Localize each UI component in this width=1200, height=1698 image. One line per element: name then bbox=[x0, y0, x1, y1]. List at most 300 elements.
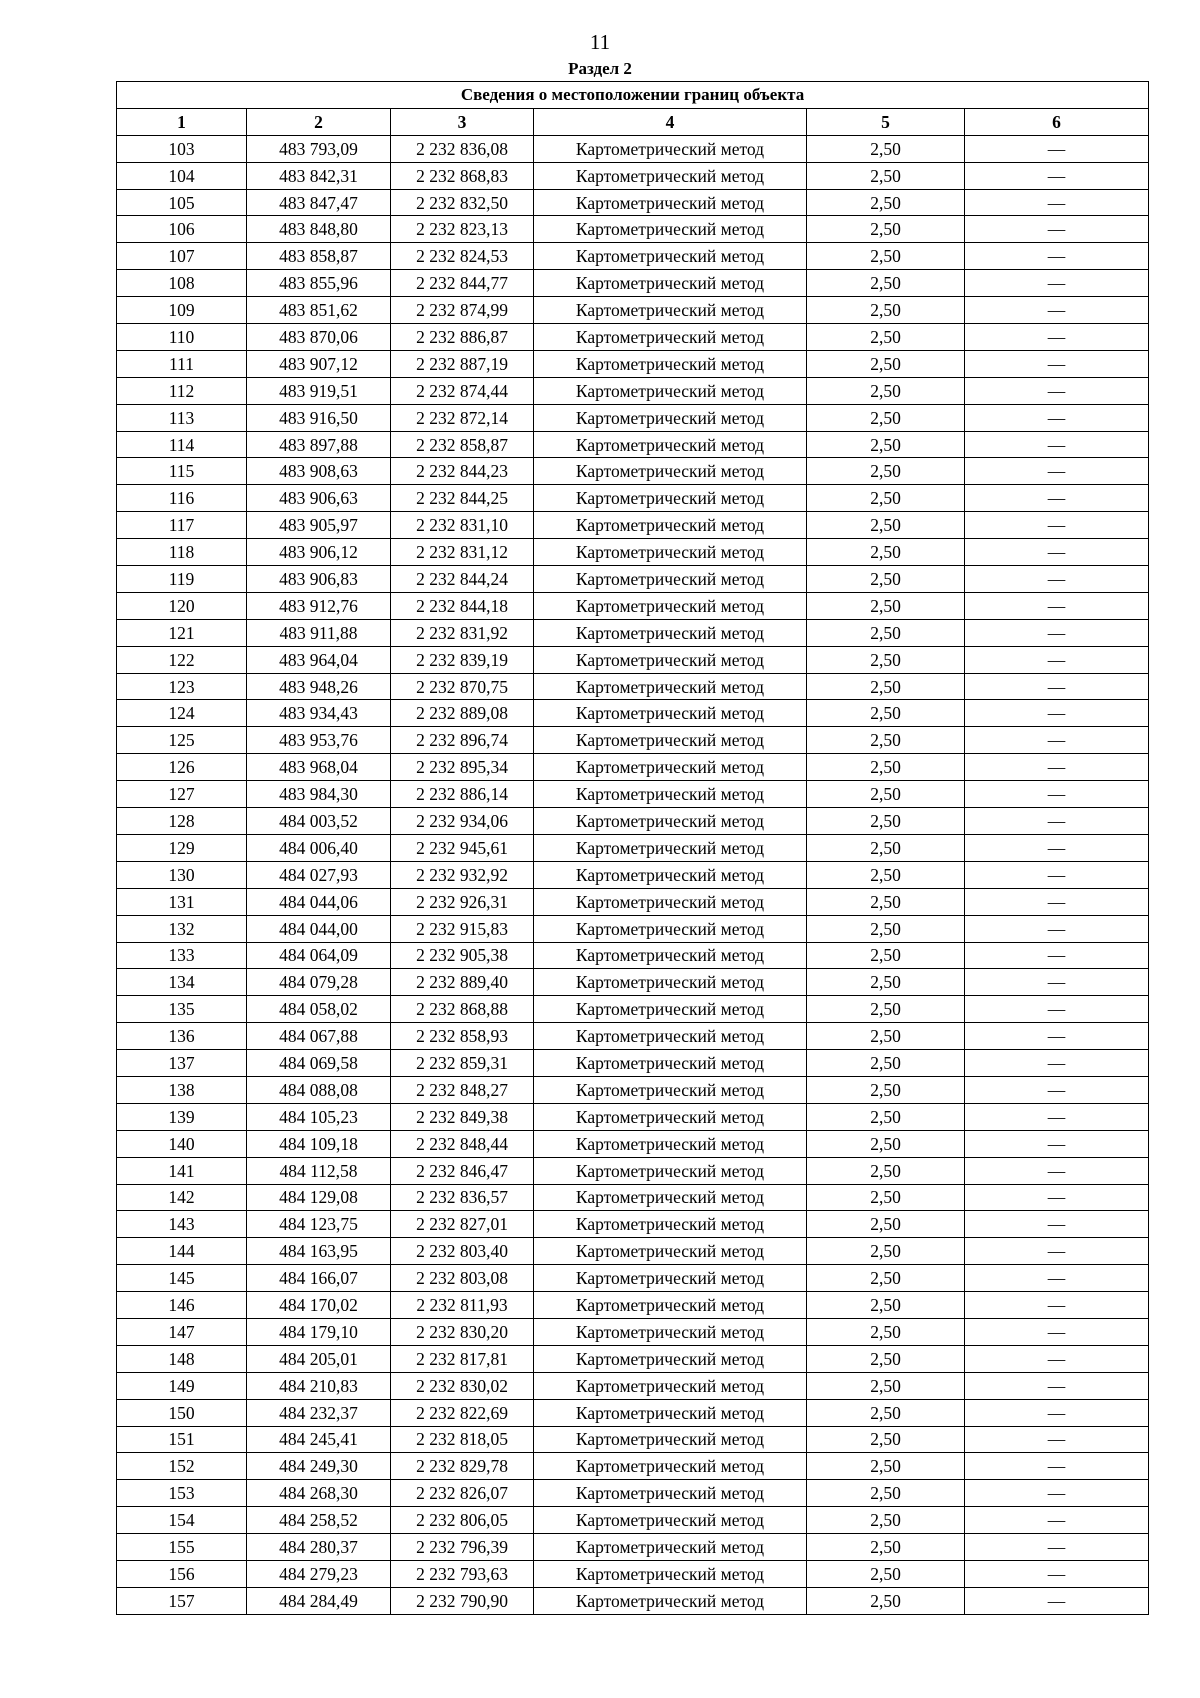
point-number-cell: 141 bbox=[117, 1157, 247, 1184]
y-coordinate-cell: 2 232 844,24 bbox=[391, 566, 534, 593]
method-cell: Картометрический метод bbox=[534, 781, 807, 808]
y-coordinate-cell: 2 232 915,83 bbox=[391, 915, 534, 942]
point-number-cell: 129 bbox=[117, 834, 247, 861]
y-coordinate-cell: 2 232 839,19 bbox=[391, 646, 534, 673]
y-coordinate-cell: 2 232 887,19 bbox=[391, 350, 534, 377]
description-cell: — bbox=[965, 1372, 1149, 1399]
y-coordinate-cell: 2 232 793,63 bbox=[391, 1560, 534, 1587]
x-coordinate-cell: 483 906,83 bbox=[247, 566, 391, 593]
accuracy-cell: 2,50 bbox=[807, 270, 965, 297]
table-row bbox=[117, 1130, 1149, 1157]
accuracy-cell: 2,50 bbox=[807, 324, 965, 351]
point-number-cell: 135 bbox=[117, 996, 247, 1023]
accuracy-cell: 2,50 bbox=[807, 162, 965, 189]
point-number-cell: 136 bbox=[117, 1023, 247, 1050]
point-number-cell: 118 bbox=[117, 539, 247, 566]
accuracy-cell: 2,50 bbox=[807, 1399, 965, 1426]
accuracy-cell: 2,50 bbox=[807, 1372, 965, 1399]
x-coordinate-cell: 484 112,58 bbox=[247, 1157, 391, 1184]
table-row bbox=[117, 1399, 1149, 1426]
table-row bbox=[117, 1534, 1149, 1561]
y-coordinate-cell: 2 232 796,39 bbox=[391, 1534, 534, 1561]
description-cell: — bbox=[965, 915, 1149, 942]
y-coordinate-cell: 2 232 830,20 bbox=[391, 1318, 534, 1345]
x-coordinate-cell: 483 906,63 bbox=[247, 485, 391, 512]
method-cell: Картометрический метод bbox=[534, 458, 807, 485]
accuracy-cell: 2,50 bbox=[807, 404, 965, 431]
x-coordinate-cell: 484 179,10 bbox=[247, 1318, 391, 1345]
description-cell: — bbox=[965, 485, 1149, 512]
accuracy-cell: 2,50 bbox=[807, 1076, 965, 1103]
accuracy-cell: 2,50 bbox=[807, 996, 965, 1023]
section-title: Раздел 2 bbox=[568, 59, 632, 78]
description-cell: — bbox=[965, 781, 1149, 808]
y-coordinate-cell: 2 232 926,31 bbox=[391, 888, 534, 915]
table-row bbox=[117, 673, 1149, 700]
x-coordinate-cell: 483 842,31 bbox=[247, 162, 391, 189]
description-cell: — bbox=[965, 1480, 1149, 1507]
y-coordinate-cell: 2 232 827,01 bbox=[391, 1211, 534, 1238]
table-row bbox=[117, 189, 1149, 216]
y-coordinate-cell: 2 232 818,05 bbox=[391, 1426, 534, 1453]
method-cell: Картометрический метод bbox=[534, 1399, 807, 1426]
y-coordinate-cell: 2 232 889,40 bbox=[391, 969, 534, 996]
description-cell: — bbox=[965, 216, 1149, 243]
description-cell: — bbox=[965, 1157, 1149, 1184]
description-cell: — bbox=[965, 1130, 1149, 1157]
accuracy-cell: 2,50 bbox=[807, 808, 965, 835]
table-row bbox=[117, 808, 1149, 835]
y-coordinate-cell: 2 232 822,69 bbox=[391, 1399, 534, 1426]
table-row bbox=[117, 1103, 1149, 1130]
y-coordinate-cell: 2 232 830,02 bbox=[391, 1372, 534, 1399]
accuracy-cell: 2,50 bbox=[807, 135, 965, 162]
table-row bbox=[117, 1480, 1149, 1507]
y-coordinate-cell: 2 232 874,44 bbox=[391, 377, 534, 404]
description-cell: — bbox=[965, 1345, 1149, 1372]
accuracy-cell: 2,50 bbox=[807, 485, 965, 512]
method-cell: Картометрический метод bbox=[534, 135, 807, 162]
point-number-cell: 123 bbox=[117, 673, 247, 700]
description-cell: — bbox=[965, 808, 1149, 835]
y-coordinate-cell: 2 232 832,50 bbox=[391, 189, 534, 216]
table-row bbox=[117, 270, 1149, 297]
point-number-cell: 115 bbox=[117, 458, 247, 485]
x-coordinate-cell: 484 170,02 bbox=[247, 1292, 391, 1319]
method-cell: Картометрический метод bbox=[534, 566, 807, 593]
point-number-cell: 142 bbox=[117, 1184, 247, 1211]
table-row bbox=[117, 1184, 1149, 1211]
y-coordinate-cell: 2 232 858,93 bbox=[391, 1023, 534, 1050]
x-coordinate-cell: 483 984,30 bbox=[247, 781, 391, 808]
point-number-cell: 146 bbox=[117, 1292, 247, 1319]
y-coordinate-cell: 2 232 896,74 bbox=[391, 727, 534, 754]
accuracy-cell: 2,50 bbox=[807, 1238, 965, 1265]
table-row bbox=[117, 1023, 1149, 1050]
table-row bbox=[117, 162, 1149, 189]
description-cell: — bbox=[965, 1587, 1149, 1614]
x-coordinate-cell: 484 258,52 bbox=[247, 1507, 391, 1534]
y-coordinate-cell: 2 232 848,27 bbox=[391, 1076, 534, 1103]
x-coordinate-cell: 483 855,96 bbox=[247, 270, 391, 297]
table-row bbox=[117, 1372, 1149, 1399]
method-cell: Картометрический метод bbox=[534, 942, 807, 969]
point-number-cell: 108 bbox=[117, 270, 247, 297]
method-cell: Картометрический метод bbox=[534, 888, 807, 915]
table-row bbox=[117, 324, 1149, 351]
point-number-cell: 131 bbox=[117, 888, 247, 915]
x-coordinate-cell: 483 851,62 bbox=[247, 297, 391, 324]
description-cell: — bbox=[965, 135, 1149, 162]
point-number-cell: 107 bbox=[117, 243, 247, 270]
point-number-cell: 149 bbox=[117, 1372, 247, 1399]
point-number-cell: 138 bbox=[117, 1076, 247, 1103]
y-coordinate-cell: 2 232 848,44 bbox=[391, 1130, 534, 1157]
table-row bbox=[117, 404, 1149, 431]
method-cell: Картометрический метод bbox=[534, 1587, 807, 1614]
y-coordinate-cell: 2 232 932,92 bbox=[391, 861, 534, 888]
method-cell: Картометрический метод bbox=[534, 324, 807, 351]
method-cell: Картометрический метод bbox=[534, 700, 807, 727]
table-header-row bbox=[117, 108, 1149, 135]
point-number-cell: 134 bbox=[117, 969, 247, 996]
accuracy-cell: 2,50 bbox=[807, 969, 965, 996]
point-number-cell: 156 bbox=[117, 1560, 247, 1587]
description-cell: — bbox=[965, 1050, 1149, 1077]
description-cell: — bbox=[965, 1076, 1149, 1103]
x-coordinate-cell: 484 284,49 bbox=[247, 1587, 391, 1614]
table-row bbox=[117, 1076, 1149, 1103]
column-header: 4 bbox=[534, 108, 807, 135]
point-number-cell: 120 bbox=[117, 592, 247, 619]
accuracy-cell: 2,50 bbox=[807, 1050, 965, 1077]
y-coordinate-cell: 2 232 886,87 bbox=[391, 324, 534, 351]
table-row bbox=[117, 1507, 1149, 1534]
description-cell: — bbox=[965, 1534, 1149, 1561]
method-cell: Картометрический метод bbox=[534, 1265, 807, 1292]
method-cell: Картометрический метод bbox=[534, 377, 807, 404]
accuracy-cell: 2,50 bbox=[807, 727, 965, 754]
x-coordinate-cell: 483 911,88 bbox=[247, 619, 391, 646]
table-row bbox=[117, 1157, 1149, 1184]
accuracy-cell: 2,50 bbox=[807, 1265, 965, 1292]
accuracy-cell: 2,50 bbox=[807, 566, 965, 593]
description-cell: — bbox=[965, 592, 1149, 619]
accuracy-cell: 2,50 bbox=[807, 1130, 965, 1157]
x-coordinate-cell: 484 003,52 bbox=[247, 808, 391, 835]
x-coordinate-cell: 483 848,80 bbox=[247, 216, 391, 243]
table-row bbox=[117, 350, 1149, 377]
y-coordinate-cell: 2 232 823,13 bbox=[391, 216, 534, 243]
table-caption-row bbox=[117, 82, 1149, 109]
point-number-cell: 157 bbox=[117, 1587, 247, 1614]
y-coordinate-cell: 2 232 831,92 bbox=[391, 619, 534, 646]
x-coordinate-cell: 483 908,63 bbox=[247, 458, 391, 485]
point-number-cell: 150 bbox=[117, 1399, 247, 1426]
y-coordinate-cell: 2 232 868,83 bbox=[391, 162, 534, 189]
x-coordinate-cell: 483 916,50 bbox=[247, 404, 391, 431]
y-coordinate-cell: 2 232 836,57 bbox=[391, 1184, 534, 1211]
description-cell: — bbox=[965, 162, 1149, 189]
method-cell: Картометрический метод bbox=[534, 1157, 807, 1184]
x-coordinate-cell: 483 793,09 bbox=[247, 135, 391, 162]
y-coordinate-cell: 2 232 945,61 bbox=[391, 834, 534, 861]
x-coordinate-cell: 483 948,26 bbox=[247, 673, 391, 700]
column-header: 5 bbox=[807, 108, 965, 135]
method-cell: Картометрический метод bbox=[534, 1453, 807, 1480]
table-row bbox=[117, 1238, 1149, 1265]
boundary-coordinates-table bbox=[116, 81, 1149, 1615]
description-cell: — bbox=[965, 673, 1149, 700]
description-cell: — bbox=[965, 566, 1149, 593]
point-number-cell: 140 bbox=[117, 1130, 247, 1157]
description-cell: — bbox=[965, 431, 1149, 458]
x-coordinate-cell: 483 968,04 bbox=[247, 754, 391, 781]
method-cell: Картометрический метод bbox=[534, 1238, 807, 1265]
y-coordinate-cell: 2 232 889,08 bbox=[391, 700, 534, 727]
accuracy-cell: 2,50 bbox=[807, 350, 965, 377]
accuracy-cell: 2,50 bbox=[807, 942, 965, 969]
column-header: 6 bbox=[965, 108, 1149, 135]
method-cell: Картометрический метод bbox=[534, 512, 807, 539]
method-cell: Картометрический метод bbox=[534, 1372, 807, 1399]
x-coordinate-cell: 483 870,06 bbox=[247, 324, 391, 351]
point-number-cell: 147 bbox=[117, 1318, 247, 1345]
accuracy-cell: 2,50 bbox=[807, 1345, 965, 1372]
x-coordinate-cell: 484 123,75 bbox=[247, 1211, 391, 1238]
method-cell: Картометрический метод bbox=[534, 1103, 807, 1130]
x-coordinate-cell: 483 919,51 bbox=[247, 377, 391, 404]
accuracy-cell: 2,50 bbox=[807, 512, 965, 539]
accuracy-cell: 2,50 bbox=[807, 297, 965, 324]
table-row bbox=[117, 377, 1149, 404]
point-number-cell: 111 bbox=[117, 350, 247, 377]
accuracy-cell: 2,50 bbox=[807, 1560, 965, 1587]
table-row bbox=[117, 485, 1149, 512]
table-row bbox=[117, 1292, 1149, 1319]
method-cell: Картометрический метод bbox=[534, 619, 807, 646]
y-coordinate-cell: 2 232 829,78 bbox=[391, 1453, 534, 1480]
point-number-cell: 139 bbox=[117, 1103, 247, 1130]
description-cell: — bbox=[965, 350, 1149, 377]
point-number-cell: 144 bbox=[117, 1238, 247, 1265]
point-number-cell: 121 bbox=[117, 619, 247, 646]
y-coordinate-cell: 2 232 895,34 bbox=[391, 754, 534, 781]
y-coordinate-cell: 2 232 934,06 bbox=[391, 808, 534, 835]
point-number-cell: 103 bbox=[117, 135, 247, 162]
point-number-cell: 127 bbox=[117, 781, 247, 808]
description-cell: — bbox=[965, 1292, 1149, 1319]
description-cell: — bbox=[965, 727, 1149, 754]
y-coordinate-cell: 2 232 849,38 bbox=[391, 1103, 534, 1130]
description-cell: — bbox=[965, 404, 1149, 431]
method-cell: Картометрический метод bbox=[534, 1480, 807, 1507]
description-cell: — bbox=[965, 189, 1149, 216]
accuracy-cell: 2,50 bbox=[807, 1507, 965, 1534]
x-coordinate-cell: 484 058,02 bbox=[247, 996, 391, 1023]
description-cell: — bbox=[965, 834, 1149, 861]
description-cell: — bbox=[965, 512, 1149, 539]
point-number-cell: 114 bbox=[117, 431, 247, 458]
accuracy-cell: 2,50 bbox=[807, 1211, 965, 1238]
x-coordinate-cell: 483 905,97 bbox=[247, 512, 391, 539]
method-cell: Картометрический метод bbox=[534, 1560, 807, 1587]
point-number-cell: 143 bbox=[117, 1211, 247, 1238]
method-cell: Картометрический метод bbox=[534, 861, 807, 888]
accuracy-cell: 2,50 bbox=[807, 646, 965, 673]
x-coordinate-cell: 484 232,37 bbox=[247, 1399, 391, 1426]
method-cell: Картометрический метод bbox=[534, 834, 807, 861]
x-coordinate-cell: 484 064,09 bbox=[247, 942, 391, 969]
table-row bbox=[117, 1587, 1149, 1614]
point-number-cell: 104 bbox=[117, 162, 247, 189]
table-row bbox=[117, 512, 1149, 539]
accuracy-cell: 2,50 bbox=[807, 458, 965, 485]
method-cell: Картометрический метод bbox=[534, 1023, 807, 1050]
x-coordinate-cell: 483 847,47 bbox=[247, 189, 391, 216]
accuracy-cell: 2,50 bbox=[807, 243, 965, 270]
table-row bbox=[117, 969, 1149, 996]
point-number-cell: 109 bbox=[117, 297, 247, 324]
y-coordinate-cell: 2 232 803,40 bbox=[391, 1238, 534, 1265]
description-cell: — bbox=[965, 458, 1149, 485]
method-cell: Картометрический метод bbox=[534, 1507, 807, 1534]
x-coordinate-cell: 484 044,06 bbox=[247, 888, 391, 915]
accuracy-cell: 2,50 bbox=[807, 834, 965, 861]
description-cell: — bbox=[965, 888, 1149, 915]
method-cell: Картометрический метод bbox=[534, 297, 807, 324]
description-cell: — bbox=[965, 1023, 1149, 1050]
x-coordinate-cell: 484 245,41 bbox=[247, 1426, 391, 1453]
description-cell: — bbox=[965, 861, 1149, 888]
method-cell: Картометрический метод bbox=[534, 189, 807, 216]
point-number-cell: 133 bbox=[117, 942, 247, 969]
method-cell: Картометрический метод bbox=[534, 431, 807, 458]
x-coordinate-cell: 483 912,76 bbox=[247, 592, 391, 619]
y-coordinate-cell: 2 232 870,75 bbox=[391, 673, 534, 700]
y-coordinate-cell: 2 232 874,99 bbox=[391, 297, 534, 324]
table-row bbox=[117, 243, 1149, 270]
y-coordinate-cell: 2 232 826,07 bbox=[391, 1480, 534, 1507]
column-header: 2 bbox=[247, 108, 391, 135]
y-coordinate-cell: 2 232 806,05 bbox=[391, 1507, 534, 1534]
point-number-cell: 137 bbox=[117, 1050, 247, 1077]
description-cell: — bbox=[965, 646, 1149, 673]
description-cell: — bbox=[965, 377, 1149, 404]
table-row bbox=[117, 1345, 1149, 1372]
accuracy-cell: 2,50 bbox=[807, 592, 965, 619]
point-number-cell: 117 bbox=[117, 512, 247, 539]
description-cell: — bbox=[965, 324, 1149, 351]
description-cell: — bbox=[965, 270, 1149, 297]
description-cell: — bbox=[965, 539, 1149, 566]
x-coordinate-cell: 483 906,12 bbox=[247, 539, 391, 566]
table-row bbox=[117, 700, 1149, 727]
description-cell: — bbox=[965, 1318, 1149, 1345]
description-cell: — bbox=[965, 619, 1149, 646]
y-coordinate-cell: 2 232 831,10 bbox=[391, 512, 534, 539]
method-cell: Картометрический метод bbox=[534, 1292, 807, 1319]
y-coordinate-cell: 2 232 859,31 bbox=[391, 1050, 534, 1077]
table-row bbox=[117, 592, 1149, 619]
y-coordinate-cell: 2 232 790,90 bbox=[391, 1587, 534, 1614]
table-row bbox=[117, 216, 1149, 243]
x-coordinate-cell: 483 858,87 bbox=[247, 243, 391, 270]
table-row bbox=[117, 1426, 1149, 1453]
method-cell: Картометрический метод bbox=[534, 808, 807, 835]
x-coordinate-cell: 484 067,88 bbox=[247, 1023, 391, 1050]
point-number-cell: 125 bbox=[117, 727, 247, 754]
x-coordinate-cell: 484 044,00 bbox=[247, 915, 391, 942]
table-row bbox=[117, 996, 1149, 1023]
table-row bbox=[117, 781, 1149, 808]
table-row bbox=[117, 942, 1149, 969]
description-cell: — bbox=[965, 996, 1149, 1023]
accuracy-cell: 2,50 bbox=[807, 1023, 965, 1050]
accuracy-cell: 2,50 bbox=[807, 1184, 965, 1211]
accuracy-cell: 2,50 bbox=[807, 189, 965, 216]
point-number-cell: 105 bbox=[117, 189, 247, 216]
y-coordinate-cell: 2 232 803,08 bbox=[391, 1265, 534, 1292]
accuracy-cell: 2,50 bbox=[807, 539, 965, 566]
description-cell: — bbox=[965, 1426, 1149, 1453]
table-row bbox=[117, 619, 1149, 646]
point-number-cell: 106 bbox=[117, 216, 247, 243]
x-coordinate-cell: 483 934,43 bbox=[247, 700, 391, 727]
point-number-cell: 130 bbox=[117, 861, 247, 888]
table-body bbox=[117, 135, 1149, 1614]
x-coordinate-cell: 484 129,08 bbox=[247, 1184, 391, 1211]
description-cell: — bbox=[965, 942, 1149, 969]
point-number-cell: 116 bbox=[117, 485, 247, 512]
y-coordinate-cell: 2 232 846,47 bbox=[391, 1157, 534, 1184]
description-cell: — bbox=[965, 1265, 1149, 1292]
table-row bbox=[117, 888, 1149, 915]
accuracy-cell: 2,50 bbox=[807, 781, 965, 808]
x-coordinate-cell: 484 268,30 bbox=[247, 1480, 391, 1507]
accuracy-cell: 2,50 bbox=[807, 216, 965, 243]
accuracy-cell: 2,50 bbox=[807, 861, 965, 888]
table-row bbox=[117, 1318, 1149, 1345]
description-cell: — bbox=[965, 1453, 1149, 1480]
method-cell: Картометрический метод bbox=[534, 350, 807, 377]
accuracy-cell: 2,50 bbox=[807, 1318, 965, 1345]
method-cell: Картометрический метод bbox=[534, 969, 807, 996]
x-coordinate-cell: 484 079,28 bbox=[247, 969, 391, 996]
x-coordinate-cell: 483 953,76 bbox=[247, 727, 391, 754]
method-cell: Картометрический метод bbox=[534, 646, 807, 673]
accuracy-cell: 2,50 bbox=[807, 1426, 965, 1453]
table-caption: Сведения о местоположении границ объекта bbox=[117, 82, 1149, 109]
accuracy-cell: 2,50 bbox=[807, 377, 965, 404]
table-row bbox=[117, 861, 1149, 888]
y-coordinate-cell: 2 232 811,93 bbox=[391, 1292, 534, 1319]
x-coordinate-cell: 484 163,95 bbox=[247, 1238, 391, 1265]
point-number-cell: 155 bbox=[117, 1534, 247, 1561]
point-number-cell: 152 bbox=[117, 1453, 247, 1480]
x-coordinate-cell: 484 069,58 bbox=[247, 1050, 391, 1077]
table-row bbox=[117, 1453, 1149, 1480]
y-coordinate-cell: 2 232 844,23 bbox=[391, 458, 534, 485]
table-row bbox=[117, 915, 1149, 942]
description-cell: — bbox=[965, 1507, 1149, 1534]
x-coordinate-cell: 484 279,23 bbox=[247, 1560, 391, 1587]
accuracy-cell: 2,50 bbox=[807, 1587, 965, 1614]
page-number: 11 bbox=[589, 30, 611, 54]
y-coordinate-cell: 2 232 905,38 bbox=[391, 942, 534, 969]
x-coordinate-cell: 484 280,37 bbox=[247, 1534, 391, 1561]
x-coordinate-cell: 484 109,18 bbox=[247, 1130, 391, 1157]
